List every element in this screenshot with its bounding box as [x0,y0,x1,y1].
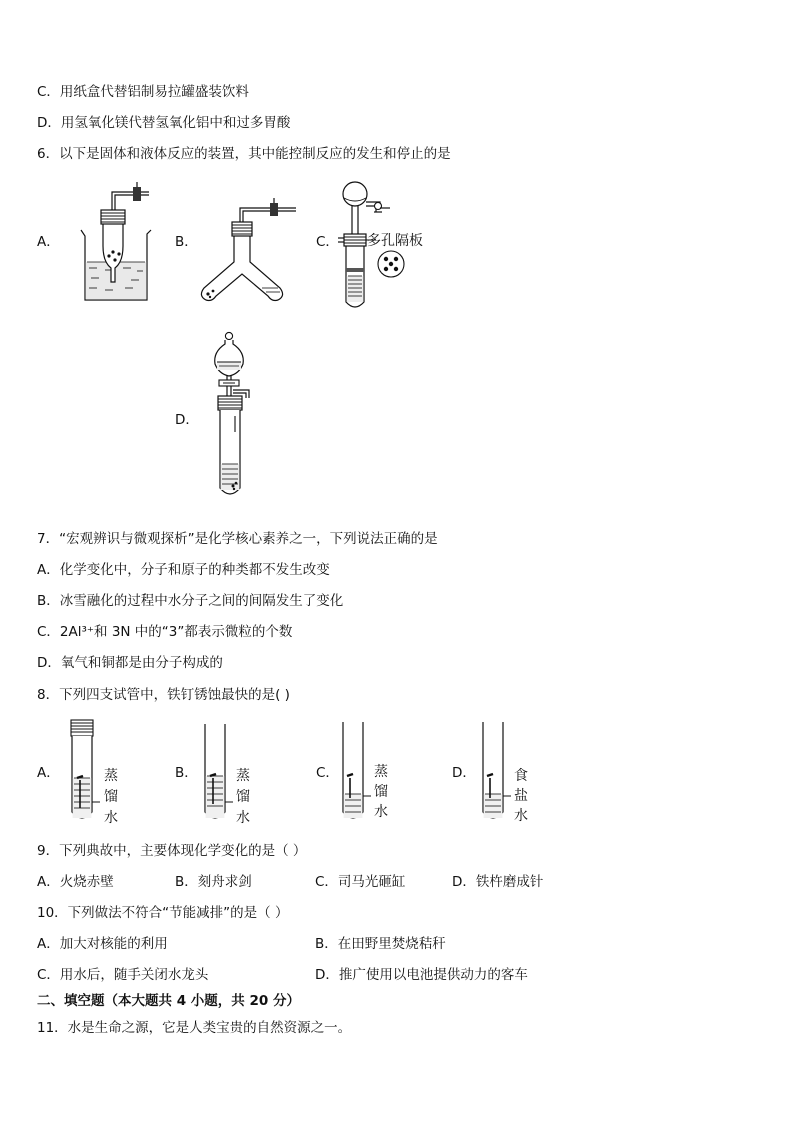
q8-liquid-c-char-1: 蒸 [374,764,388,780]
q8-liquid-c-char-2: 馏 [374,784,388,800]
q10-stem: 10．下列做法不符合“节能减排”的是（ ） [37,905,289,921]
q9-option-d: D．铁杵磨成针 [452,874,544,890]
q6-apparatus-a [75,178,155,306]
q10-option-a: A．加大对核能的利用 [37,936,168,952]
q6-apparatus-d [205,330,265,506]
q6-c-annotation: 多孔隔板 [367,233,423,249]
q6-stem: 6．以下是固体和液体反应的装置，其中能控制反应的发生和停止的是 [37,146,451,162]
q8-liquid-d-char-3: 水 [514,808,528,824]
q8-liquid-b [236,766,252,829]
q8-label-b: B． [175,765,198,781]
q8-tube-a [66,718,106,826]
q6-apparatus-b [192,196,302,306]
q10-option-b: B．在田野里焚烧秸秆 [315,936,446,952]
q8-stem: 8．下列四支试管中，铁钉锈蚀最快的是( ) [37,687,290,703]
q6-label-a: A． [37,234,60,250]
q11-stem: 11．水是生命之源，它是人类宝贵的自然资源之一。 [37,1020,352,1036]
q8-liquid-c-char-3: 水 [374,804,388,820]
q8-liquid-a [104,766,120,829]
q8-liquid-b-char-2: 馏 [236,789,250,805]
section-title-fill-in: 二、填空题（本大题共 4 小题，共 20 分） [37,993,300,1009]
q8-tube-c [337,718,377,826]
q9-option-a: A．火烧赤壁 [37,874,114,890]
q6-label-d: D． [175,412,199,428]
q8-label-c: C． [316,765,339,781]
q5-option-c: C．用纸盒代替铝制易拉罐盛装饮料 [37,84,249,100]
q8-liquid-d-char-1: 食 [514,768,528,784]
q7-stem: 7．“宏观辨识与微观探析”是化学核心素养之一，下列说法正确的是 [37,531,438,547]
q7-option-c: C．2Al³⁺和 3N 中的“3”都表示微粒的个数 [37,624,293,640]
q7-option-b: B．冰雪融化的过程中水分子之间的间隔发生了变化 [37,593,344,609]
q8-label-d: D． [452,765,476,781]
q6-label-c: C． [316,234,339,250]
q7-option-d: D．氧气和铜都是由分子构成的 [37,655,223,671]
q8-liquid-a-char-2: 馏 [104,789,118,805]
q7-option-a: A．化学变化中，分子和原子的种类都不发生改变 [37,562,330,578]
q10-option-d: D．推广使用以电池提供动力的客车 [315,967,528,983]
q5-option-d: D．用氢氧化镁代替氢氧化铝中和过多胃酸 [37,115,291,131]
q9-stem: 9．下列典故中，主要体现化学变化的是（ ） [37,843,307,859]
q8-liquid-b-char-1: 蒸 [236,768,250,784]
q8-tube-b [199,720,239,826]
q9-option-c: C．司马光砸缸 [315,874,406,890]
q6-label-b: B． [175,234,198,250]
q8-liquid-d-char-2: 盐 [514,788,528,804]
q8-liquid-a-char-1: 蒸 [104,768,118,784]
q8-liquid-c [374,762,390,822]
q8-label-a: A． [37,765,60,781]
q8-tube-d [477,718,517,826]
q8-liquid-b-char-3: 水 [236,810,250,826]
q9-option-b: B．刻舟求剑 [175,874,252,890]
q8-liquid-a-char-3: 水 [104,810,118,826]
q8-liquid-d [514,766,530,826]
q10-option-c: C．用水后，随手关闭水龙头 [37,967,209,983]
